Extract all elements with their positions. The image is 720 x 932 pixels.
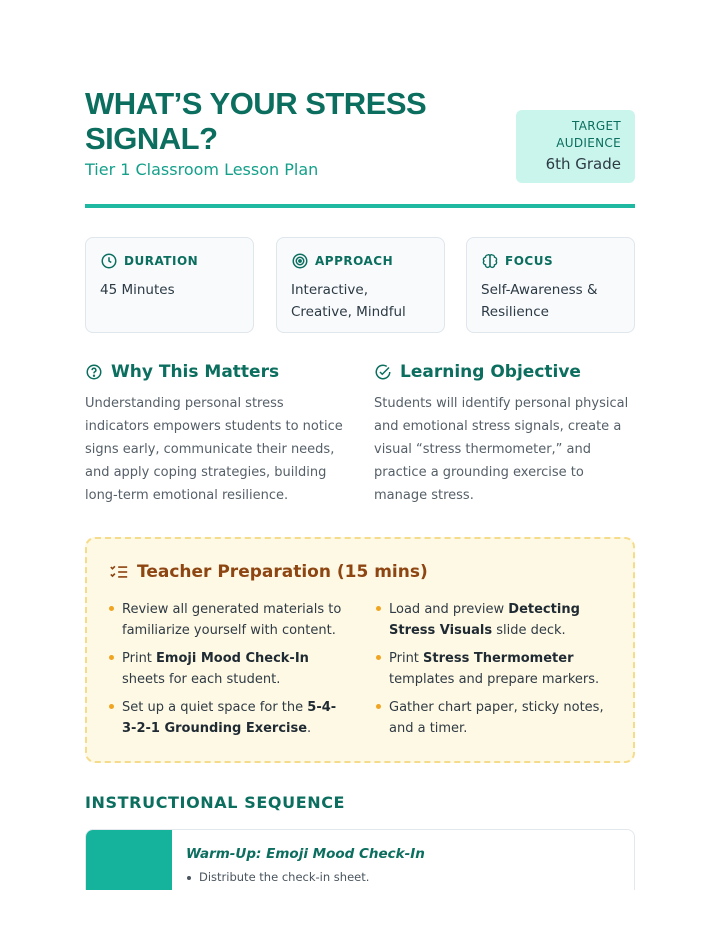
duration-label: DURATION bbox=[124, 254, 199, 268]
approach-card bbox=[276, 237, 445, 333]
sequence-step-card bbox=[85, 829, 635, 890]
list-item: Load and preview Detecting Stress Visuals slide deck. bbox=[376, 599, 616, 641]
audience-value: 6th Grade bbox=[545, 155, 621, 173]
instructional-sequence-heading: INSTRUCTIONAL SEQUENCE bbox=[85, 793, 346, 812]
list-item: Print Emoji Mood Check-In sheets for each student. bbox=[109, 648, 349, 690]
objective-heading: Learning Objective bbox=[400, 362, 581, 382]
header-divider bbox=[85, 204, 635, 208]
focus-card bbox=[466, 237, 635, 333]
prep-list-left bbox=[109, 599, 349, 746]
clock-icon bbox=[100, 252, 118, 270]
focus-label: FOCUS bbox=[505, 254, 554, 268]
duration-value: 45 Minutes bbox=[100, 282, 175, 298]
approach-value: Interactive, Creative, Mindful bbox=[291, 282, 406, 320]
list-item: Review all generated materials to familiarize yourself with content. bbox=[109, 599, 349, 641]
step-color-bar bbox=[86, 830, 172, 890]
audience-label: TARGET AUDIENCE bbox=[556, 119, 621, 150]
objective-text: Students will identify personal physical and emotional stress signals, create a visual “stress thermometer,” and practice a grounding exercise to manage stress. bbox=[374, 396, 629, 503]
list-item: Print Stress Thermometer templates and prepare markers. bbox=[376, 648, 616, 690]
duration-card bbox=[85, 237, 254, 333]
teacher-preparation-box bbox=[85, 537, 635, 763]
prep-list-right bbox=[376, 599, 616, 746]
list-item: Gather chart paper, sticky notes, and a timer. bbox=[376, 697, 616, 739]
checklist-icon bbox=[109, 563, 129, 581]
step-bullet: Distribute the check-in sheet. bbox=[186, 870, 369, 884]
page-subtitle: Tier 1 Classroom Lesson Plan bbox=[85, 160, 319, 179]
target-icon bbox=[291, 252, 309, 270]
why-heading: Why This Matters bbox=[111, 362, 280, 382]
check-circle-icon bbox=[374, 363, 392, 381]
brain-icon bbox=[481, 252, 499, 270]
focus-value: Self-Awareness & Resilience bbox=[481, 282, 598, 320]
page-title: WHAT’S YOUR STRESS SIGNAL? bbox=[85, 86, 427, 156]
approach-label: APPROACH bbox=[315, 254, 394, 268]
list-item: Set up a quiet space for the 5-4-3-2-1 Grounding Exercise. bbox=[109, 697, 349, 739]
learning-objective-section bbox=[374, 362, 639, 507]
target-audience-badge bbox=[516, 110, 635, 183]
question-circle-icon bbox=[85, 363, 103, 381]
step-title: Warm-Up: Emoji Mood Check-In bbox=[186, 846, 425, 862]
why-text: Understanding personal stress indicators empowers students to notice signs early, communicate their needs, and apply coping strategies, building long-term emotional resilience. bbox=[85, 396, 343, 503]
why-this-matters-section bbox=[85, 362, 350, 507]
prep-heading: Teacher Preparation (15 mins) bbox=[137, 562, 428, 582]
